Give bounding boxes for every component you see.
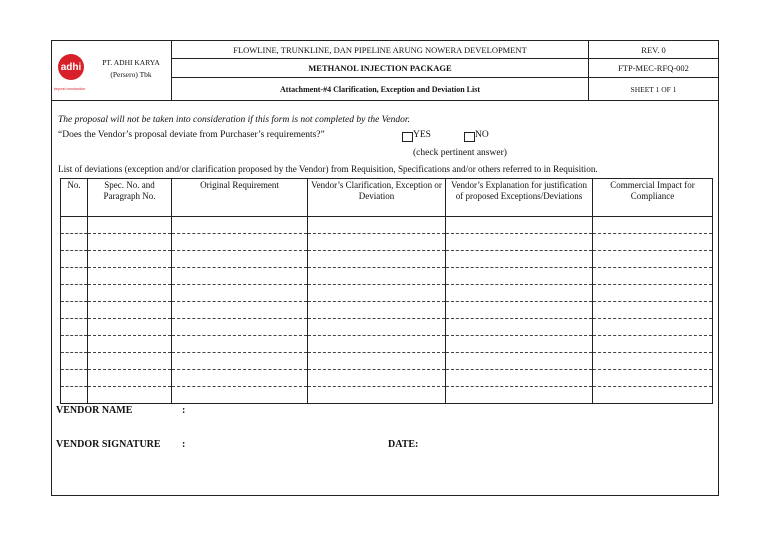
adhi-logo: adhi bbox=[58, 54, 84, 80]
table-row[interactable] bbox=[61, 285, 713, 302]
table-row[interactable] bbox=[61, 251, 713, 268]
vendor-name-label: VENDOR NAME bbox=[56, 405, 133, 416]
table-row[interactable] bbox=[61, 319, 713, 336]
deviation-table bbox=[60, 178, 713, 404]
document-code: FTP-MEC-RFQ-002 bbox=[589, 59, 718, 78]
table-row[interactable] bbox=[61, 353, 713, 370]
col-spec-no: Spec. No. and Paragraph No. bbox=[88, 179, 172, 217]
package-title: METHANOL INJECTION PACKAGE bbox=[172, 59, 589, 78]
yes-checkbox[interactable] bbox=[402, 132, 413, 142]
table-row[interactable] bbox=[61, 268, 713, 285]
vendor-signature-colon: : bbox=[182, 439, 186, 450]
table-row[interactable] bbox=[61, 370, 713, 387]
no-checkbox[interactable] bbox=[464, 132, 475, 142]
col-no: No. bbox=[61, 179, 88, 217]
table-row[interactable] bbox=[61, 336, 713, 353]
list-intro: List of deviations (exception and/or clarification proposed by the Vendor) from Requisition, Specifications and/or others referred to in Requisition. bbox=[58, 164, 598, 174]
form-header bbox=[52, 41, 718, 101]
col-original-requirement: Original Requirement bbox=[172, 179, 308, 217]
table-row[interactable] bbox=[61, 234, 713, 251]
attachment-title: Attachment-#4 Clarification, Exception and Deviation List bbox=[172, 78, 589, 101]
table-header-row bbox=[61, 179, 713, 217]
company-name-line1: PT. ADHI KARYA bbox=[102, 58, 160, 67]
col-commercial-impact: Commercial Impact for Compliance bbox=[593, 179, 713, 217]
col-vendor-clarification: Vendor’s Clarification, Exception or Deviation bbox=[308, 179, 446, 217]
revision: REV. 0 bbox=[589, 41, 718, 59]
table-row[interactable] bbox=[61, 302, 713, 319]
date-label: DATE: bbox=[388, 439, 419, 450]
col-vendor-explanation: Vendor’s Explanation for justification of proposed Exceptions/Deviations bbox=[446, 179, 593, 217]
deviation-question: “Does the Vendor’s proposal deviate from Purchaser’s requirements?” bbox=[58, 130, 325, 140]
vendor-name-colon: : bbox=[182, 405, 186, 416]
company-name bbox=[92, 57, 170, 81]
form-frame bbox=[51, 40, 719, 496]
table-row[interactable] bbox=[61, 217, 713, 234]
sheet-number: SHEET 1 OF 1 bbox=[589, 78, 718, 101]
no-label: NO bbox=[475, 130, 489, 140]
notice-text: The proposal will not be taken into consideration if this form is not completed by the Vendor. bbox=[58, 115, 410, 125]
table-row[interactable] bbox=[61, 387, 713, 404]
logo-tagline: beyond construction bbox=[54, 87, 86, 91]
vendor-signature-label: VENDOR SIGNATURE bbox=[56, 439, 161, 450]
yes-label: YES bbox=[413, 130, 431, 140]
project-title: FLOWLINE, TRUNKLINE, DAN PIPELINE ARUNG NOWERA DEVELOPMENT bbox=[172, 41, 589, 59]
check-hint: (check pertinent answer) bbox=[413, 148, 507, 158]
company-block bbox=[52, 41, 172, 101]
company-name-line2: (Persero) Tbk bbox=[110, 70, 152, 79]
